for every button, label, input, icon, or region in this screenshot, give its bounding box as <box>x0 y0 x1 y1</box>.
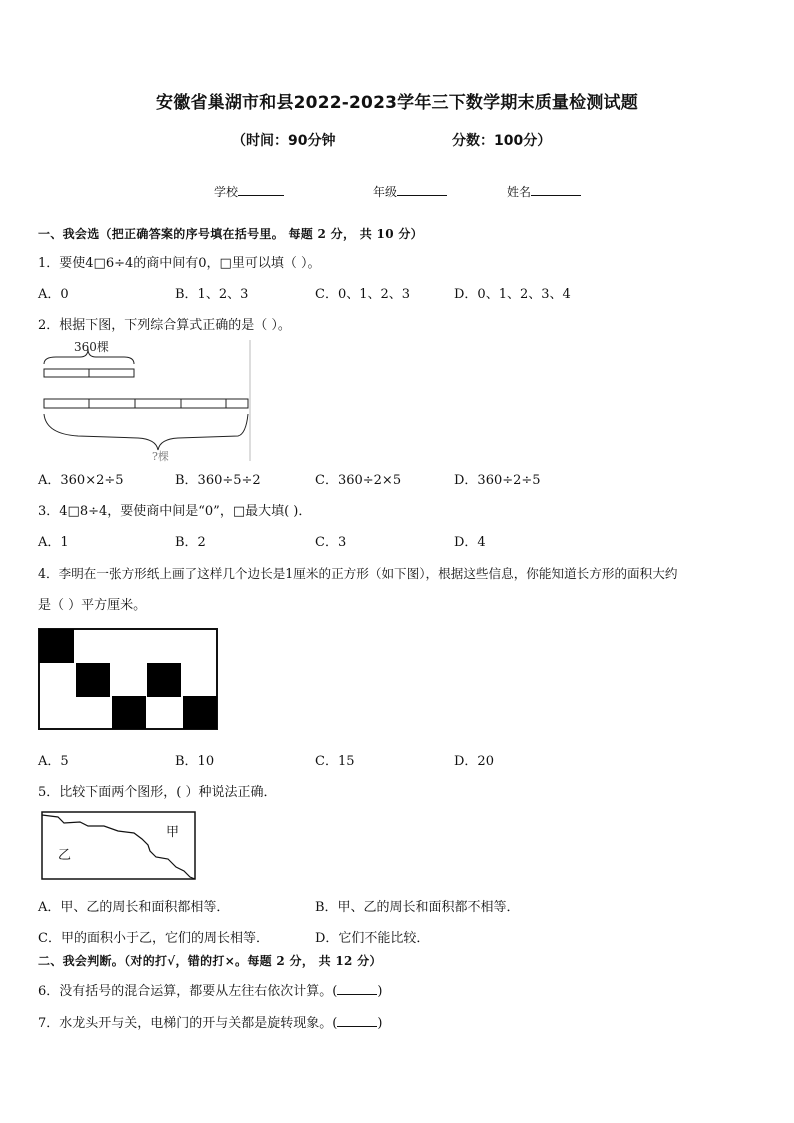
question-7: 7．水龙头开与关，电梯门的开与关都是旋转现象。( ) <box>38 1016 383 1031</box>
q2-option-c: C．360÷2×5 <box>315 473 402 488</box>
q5-option-a: A．甲、乙的周长和面积都相等． <box>38 900 230 915</box>
label-jia: 甲 <box>166 825 180 840</box>
squares-figure <box>38 628 220 732</box>
q2-option-a: A．360×2÷5 <box>38 473 124 488</box>
answer-blank[interactable] <box>337 1026 377 1027</box>
q1-option-d: D．0、1、2、3、4 <box>454 287 571 302</box>
school-label: 学校 <box>214 185 239 199</box>
question-1: 1．要使4□6÷4的商中间有0，□里可以填（ ）。 <box>38 256 321 271</box>
grade-field <box>373 183 447 200</box>
outer-rectangle <box>42 812 195 879</box>
q4-option-d: D．20 <box>454 754 494 769</box>
q3-option-a: A．1 <box>38 535 69 550</box>
school-field <box>214 183 284 200</box>
bottom-bar <box>44 399 248 408</box>
question-2: 2．根据下图，下列综合算式正确的是（ ）。 <box>38 318 291 333</box>
top-brace-label: 360棵 <box>74 340 109 354</box>
q1-option-a: A．0 <box>38 287 69 302</box>
question-7-text: 7．水龙头开与关，电梯门的开与关都是旋转现象。( <box>38 1016 338 1031</box>
q4-option-b: B．10 <box>175 754 215 769</box>
grade-label: 年级 <box>373 185 398 199</box>
q4-option-a: A．5 <box>38 754 69 769</box>
q3-option-d: D．4 <box>454 535 486 550</box>
page-title: 安徽省巢湖市和县2022-2023学年三下数学期末质量检测试题 <box>156 93 638 113</box>
question-6-text: 6．没有括号的混合运算，都要从左往右依次计算。( <box>38 984 338 999</box>
q3-option-b: B．2 <box>175 535 206 550</box>
bottom-brace <box>44 414 248 450</box>
name-label: 姓名 <box>507 185 532 199</box>
answer-blank[interactable] <box>337 994 377 995</box>
black-square <box>183 696 217 729</box>
exam-time: （时间：90分钟 <box>232 133 336 149</box>
q2-option-d: D．360÷2÷5 <box>454 473 541 488</box>
section-heading-choice: 一、我会选（把正确答案的序号填在括号里。 每题 2 分， 共 10 分） <box>38 227 423 241</box>
question-5: 5．比较下面两个图形，( ）种说法正确． <box>38 785 277 800</box>
q4-option-c: C．15 <box>315 754 355 769</box>
question-4-line-1: 4．李明在一张方形纸上画了这样几个边长是1厘米的正方形（如下图），根据这些信息，你能知道长方形的面积大约 <box>38 566 678 581</box>
question-3: 3．4□8÷4，要使商中间是“0”，□最大填( )． <box>38 504 312 519</box>
q5-option-c: C．甲的面积小于乙，它们的周长相等． <box>38 931 269 946</box>
black-square <box>147 663 181 697</box>
q5-option-b: B．甲、乙的周长和面积都不相等． <box>315 900 520 915</box>
exam-score: 分数：100分） <box>452 133 552 149</box>
name-field <box>507 183 581 200</box>
q2-option-b: B．360÷5÷2 <box>175 473 261 488</box>
question-6: 6．没有括号的混合运算，都要从左往右依次计算。( ) <box>38 984 383 999</box>
black-square <box>39 629 74 663</box>
question-4-line-2: 是（ ）平方厘米。 <box>38 598 147 613</box>
q1-option-c: C．0、1、2、3 <box>315 287 411 302</box>
black-square <box>76 663 110 697</box>
line-segment-diagram <box>38 338 253 463</box>
q1-option-b: B．1、2、3 <box>175 287 249 302</box>
shape-comparison-figure <box>38 809 200 883</box>
q5-option-d: D．它们不能比较． <box>315 931 430 946</box>
q3-option-c: C．3 <box>315 535 347 550</box>
section-heading-judge: 二、我会判断。（对的打√，错的打×。每题 2 分， 共 12 分） <box>38 954 382 968</box>
black-square <box>112 696 146 729</box>
bottom-brace-label: ?棵 <box>152 450 169 463</box>
label-yi: 乙 <box>58 848 72 863</box>
